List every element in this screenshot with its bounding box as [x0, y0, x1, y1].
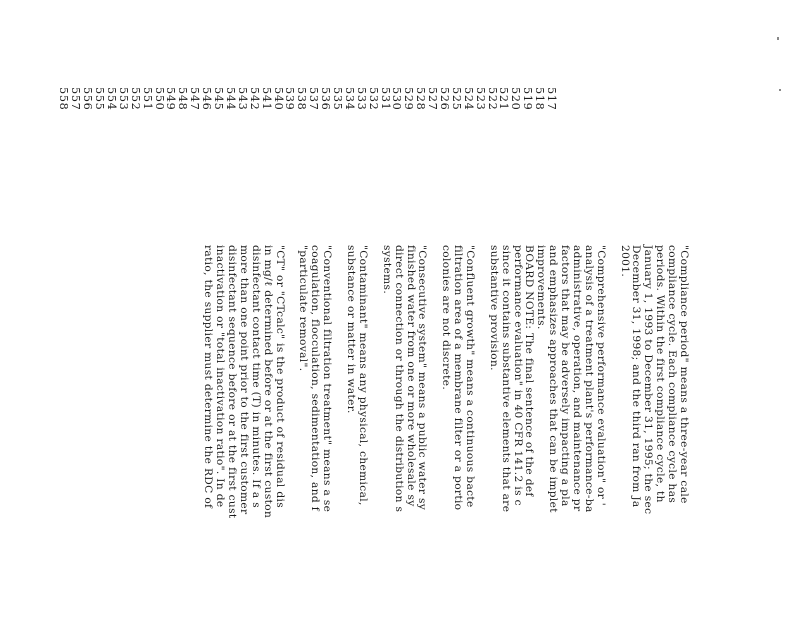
line-number: 535 — [330, 87, 344, 111]
line-number: 524 — [461, 87, 475, 111]
line-number: 555 — [93, 87, 107, 111]
line-number: 548 — [176, 87, 190, 111]
line-number: 517 — [545, 87, 558, 111]
line-number: 540 — [271, 87, 285, 111]
text-line: filtration area of a membrane filter or a portio — [452, 245, 465, 511]
text-line: systems. — [380, 245, 393, 295]
text-line: direct connection or through the distribution s — [392, 245, 405, 513]
line-number: 553 — [116, 87, 130, 111]
text-line: compliance cycle. Each compliance cycle has — [666, 245, 679, 504]
paragraph-ct-definition — [201, 245, 284, 617]
text-line: December 31, 1998; and the third ran from Ja — [630, 245, 643, 508]
scan-speck — [779, 89, 781, 91]
line-number: 544 — [223, 87, 237, 111]
line-number: 522 — [485, 87, 499, 111]
text-line: analysis of a treatment plant's performance-ba — [582, 245, 595, 513]
paragraph-confluent-growth — [439, 245, 475, 617]
line-number: 527 — [426, 87, 440, 111]
line-number: 520 — [509, 87, 523, 111]
line-number: 557 — [69, 87, 83, 111]
text-line: since it contains substantive elements that are — [499, 245, 512, 513]
text-line: "Consecutive system" means a public water sy — [416, 245, 429, 511]
text-line: ratio, the supplier must determine the RDC of — [202, 245, 215, 509]
line-number: 541 — [259, 87, 273, 111]
text-line: administrative, operation, and maintenance pr — [570, 245, 583, 512]
line-number: 518 — [533, 87, 547, 111]
line-number: 532 — [366, 87, 380, 111]
text-line: "CT" or "CTcalc" is the product of residual dis — [273, 245, 286, 508]
text-line: more than one point prior to the first customer — [238, 245, 251, 515]
text-line: substance or matter in water. — [345, 245, 358, 414]
line-number: 547 — [188, 87, 202, 111]
paragraph-gap — [285, 245, 297, 617]
text-line: improvements. — [535, 245, 548, 330]
text-line: "Compliance period" means a three-year cale — [678, 245, 690, 504]
paragraph-conventional-filtration-treatment — [297, 245, 333, 617]
line-number: 537 — [307, 87, 321, 111]
line-number: 543 — [235, 87, 249, 111]
line-number: 529 — [402, 87, 416, 111]
line-number: 556 — [81, 87, 95, 111]
line-number: 528 — [414, 87, 428, 111]
text-line: substantive provision. — [487, 245, 500, 371]
text-line: "Conventional filtration treatment" means a se — [321, 245, 334, 513]
text-line: BOARD NOTE: The final sentence of the def — [523, 245, 536, 497]
line-number: 549 — [164, 87, 178, 111]
paragraph-gap — [427, 245, 439, 617]
body-text — [201, 245, 689, 617]
line-number: 550 — [152, 87, 166, 111]
text-line: "Comprehensive performance evaluation" or ' — [594, 245, 607, 507]
text-line: January 1, 1993 to December 31, 1995; the sec — [642, 245, 655, 515]
text-line: performance evaluation" in 40 CFR 141.2 is c — [511, 245, 524, 506]
text-line: "Confluent growth" means a continuous bacte — [463, 245, 476, 508]
paragraph-compliance-period — [618, 245, 689, 617]
paragraph-gap — [368, 245, 380, 617]
text-line: and emphasizes approaches that can be implet — [547, 245, 560, 513]
paragraph-gap — [475, 245, 487, 617]
paragraph-comprehensive-performance-evaluation — [487, 245, 606, 617]
line-number: 542 — [247, 87, 261, 111]
paragraph-contaminant — [344, 245, 368, 617]
line-number: 538 — [295, 87, 309, 111]
text-line: inactivation or "total inactivation ratio". In de — [214, 245, 227, 508]
text-line: disinfectant contact time (T) in minutes. If a s — [249, 245, 262, 509]
line-number: 552 — [128, 87, 142, 111]
text-line: finished water from one or more wholesale sy — [404, 245, 417, 507]
text-line: disinfectant sequence before or at the first cust — [226, 245, 239, 519]
line-number: 521 — [497, 87, 511, 111]
text-line: colonies are not discrete. — [440, 245, 453, 391]
paragraph-gap — [606, 245, 618, 617]
text-line: in mg/ℓ determined before or at the first custon — [261, 245, 274, 519]
line-number: 554 — [105, 87, 119, 111]
line-number: 526 — [437, 87, 451, 111]
line-number: 546 — [200, 87, 214, 111]
text-line: 2001. — [618, 245, 631, 278]
text-line: periods. Within the first compliance cycle, th — [654, 245, 667, 503]
line-number: 533 — [354, 87, 368, 111]
line-number: 525 — [449, 87, 463, 111]
line-number: 545 — [212, 87, 226, 111]
line-number: 523 — [473, 87, 487, 111]
line-number: 531 — [378, 87, 392, 111]
paragraph-consecutive-system — [380, 245, 428, 617]
line-number: 551 — [140, 87, 154, 111]
line-number: 539 — [283, 87, 297, 111]
text-line: "Contaminant" means any physical, chemical, — [356, 245, 369, 506]
line-number: 558 — [57, 87, 71, 111]
line-number: 530 — [390, 87, 404, 111]
line-number: 519 — [521, 87, 535, 111]
scan-speck — [777, 37, 779, 40]
line-number-column — [58, 87, 557, 110]
line-number: 534 — [342, 87, 356, 111]
text-line: "particulate removal". — [297, 245, 310, 372]
text-line: factors that may be adversely impacting a pla — [559, 245, 572, 507]
line-number: 536 — [319, 87, 333, 111]
text-line: coagulation, flocculation, sedimentation, and f — [309, 245, 322, 512]
paragraph-gap — [332, 245, 344, 617]
